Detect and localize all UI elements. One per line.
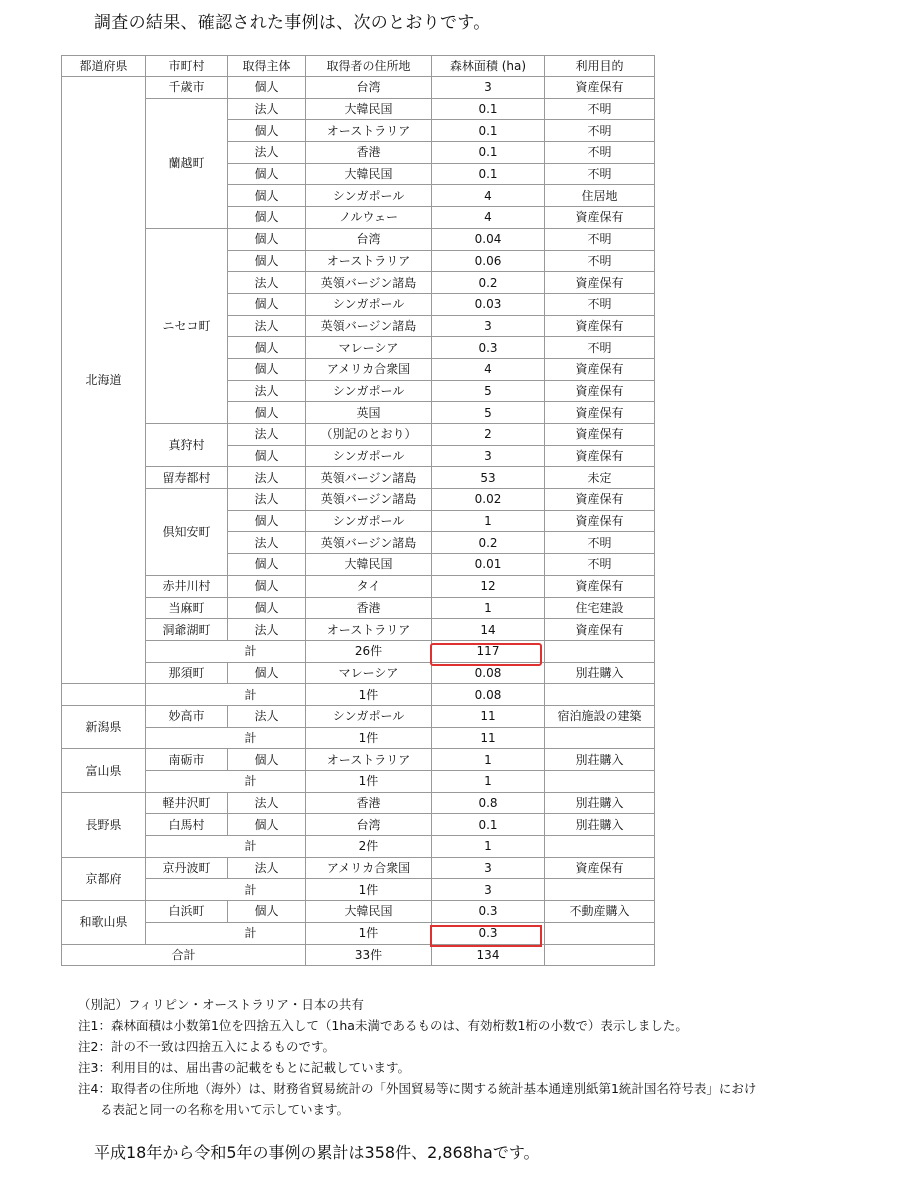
purpose-cell: 資産保有 — [545, 619, 655, 641]
acquirer-type-cell: 個人 — [228, 749, 306, 771]
acquirer-type-cell: 個人 — [228, 554, 306, 576]
area-cell: 14 — [432, 619, 545, 641]
purpose-cell: 住居地 — [545, 185, 655, 207]
address-cell: 大韓民国 — [306, 554, 432, 576]
table-row — [62, 424, 655, 446]
purpose-cell: 不明 — [545, 554, 655, 576]
acquirer-type-cell: 個人 — [228, 662, 306, 684]
municipality-cell: 千歳市 — [146, 77, 228, 99]
area-cell: 0.08 — [432, 684, 545, 706]
address-cell: ノルウェー — [306, 207, 432, 229]
address-cell: シンガポール — [306, 293, 432, 315]
acquirer-type-cell: 個人 — [228, 163, 306, 185]
acquirer-type-cell: 個人 — [228, 901, 306, 923]
area-cell: 0.03 — [432, 293, 545, 315]
purpose-cell — [545, 879, 655, 901]
purpose-cell: 不明 — [545, 142, 655, 164]
table-row — [62, 575, 655, 597]
address-cell: 英国 — [306, 402, 432, 424]
area-cell: 1 — [432, 597, 545, 619]
address-cell: 香港 — [306, 792, 432, 814]
address-cell: シンガポール — [306, 445, 432, 467]
address-cell: 大韓民国 — [306, 901, 432, 923]
subtotal-label: 計 — [146, 684, 306, 706]
header-purpose: 利用目的 — [545, 56, 655, 77]
prefecture-cell: 京都府 — [62, 857, 146, 900]
acquirer-type-cell: 法人 — [228, 619, 306, 641]
purpose-cell: 資産保有 — [545, 857, 655, 879]
address-cell: タイ — [306, 575, 432, 597]
purpose-cell: 不明 — [545, 337, 655, 359]
subtotal-row — [62, 771, 655, 793]
subtotal-label: 計 — [146, 727, 306, 749]
acquirer-type-cell: 個人 — [228, 293, 306, 315]
acquirer-type-cell: 法人 — [228, 272, 306, 294]
purpose-cell: 資産保有 — [545, 77, 655, 99]
acquirer-type-cell: 法人 — [228, 315, 306, 337]
area-cell: 4 — [432, 358, 545, 380]
area-cell: 0.02 — [432, 489, 545, 511]
table-row — [62, 489, 655, 511]
purpose-cell: 資産保有 — [545, 445, 655, 467]
area-cell: 0.3 — [432, 337, 545, 359]
purpose-cell: 資産保有 — [545, 402, 655, 424]
municipality-cell: 留寿都村 — [146, 467, 228, 489]
municipality-cell: 白浜町 — [146, 901, 228, 923]
table-row — [62, 467, 655, 489]
address-cell: 26件 — [306, 640, 432, 662]
purpose-cell — [545, 836, 655, 858]
subtotal-label: 計 — [146, 836, 306, 858]
area-cell: 3 — [432, 315, 545, 337]
area-cell: 0.08 — [432, 662, 545, 684]
area-cell: 3 — [432, 445, 545, 467]
address-cell: アメリカ合衆国 — [306, 358, 432, 380]
municipality-cell: 赤井川村 — [146, 575, 228, 597]
municipality-cell: ニセコ町 — [146, 228, 228, 423]
subtotal-row — [62, 922, 655, 944]
address-cell: オーストラリア — [306, 120, 432, 142]
header-prefecture: 都道府県 — [62, 56, 146, 77]
address-cell: 英領バージン諸島 — [306, 467, 432, 489]
area-cell: 11 — [432, 727, 545, 749]
area-cell: 12 — [432, 575, 545, 597]
acquirer-type-cell: 個人 — [228, 185, 306, 207]
acquirer-type-cell: 個人 — [228, 337, 306, 359]
address-cell: 1件 — [306, 879, 432, 901]
municipality-cell: 真狩村 — [146, 424, 228, 467]
header-forest-area: 森林面積 (ha) — [432, 56, 545, 77]
address-cell: マレーシア — [306, 337, 432, 359]
purpose-cell: 不明 — [545, 250, 655, 272]
acquirer-type-cell: 法人 — [228, 142, 306, 164]
acquirer-type-cell: 個人 — [228, 250, 306, 272]
address-cell: 英領バージン諸島 — [306, 315, 432, 337]
note-3: 注3：利用目的は、届出書の記載をもとに記載しています。 — [78, 1060, 410, 1075]
address-cell: 1件 — [306, 771, 432, 793]
acquirer-type-cell: 個人 — [228, 597, 306, 619]
table-row — [62, 814, 655, 836]
area-cell: 0.8 — [432, 792, 545, 814]
acquirer-type-cell: 法人 — [228, 705, 306, 727]
address-cell: シンガポール — [306, 185, 432, 207]
area-cell: 0.3 — [432, 922, 545, 944]
address-cell: オーストラリア — [306, 250, 432, 272]
subtotal-row — [62, 684, 655, 706]
table-row — [62, 705, 655, 727]
acquirer-type-cell: 個人 — [228, 228, 306, 250]
subtotal-highlight-box — [430, 643, 542, 666]
acquirer-type-cell: 法人 — [228, 532, 306, 554]
table-header-row — [62, 56, 655, 77]
area-cell: 1 — [432, 749, 545, 771]
address-cell: 1件 — [306, 684, 432, 706]
acquirer-type-cell: 個人 — [228, 77, 306, 99]
address-cell: 台湾 — [306, 814, 432, 836]
subtotal-row — [62, 879, 655, 901]
purpose-cell: 不明 — [545, 98, 655, 120]
area-cell: 134 — [432, 944, 545, 966]
municipality-cell: 洞爺湖町 — [146, 619, 228, 641]
purpose-cell — [545, 922, 655, 944]
municipality-cell: 南砺市 — [146, 749, 228, 771]
note-4-line-1: 注4：取得者の住所地（海外）は、財務省貿易統計の「外国貿易等に関する統計基本通達別紙第1統計国名符号表」におけ — [78, 1081, 757, 1096]
acquirer-type-cell: 個人 — [228, 207, 306, 229]
acquirer-type-cell: 個人 — [228, 575, 306, 597]
subtotal-label: 計 — [146, 771, 306, 793]
purpose-cell: 資産保有 — [545, 358, 655, 380]
header-acquirer-type: 取得主体 — [228, 56, 306, 77]
acquirer-type-cell: 法人 — [228, 98, 306, 120]
purpose-cell: 資産保有 — [545, 207, 655, 229]
acquirer-type-cell: 法人 — [228, 857, 306, 879]
address-cell: オーストラリア — [306, 619, 432, 641]
prefecture-cell: 新潟県 — [62, 705, 146, 748]
area-cell: 2 — [432, 424, 545, 446]
municipality-cell: 軽井沢町 — [146, 792, 228, 814]
address-cell: 33件 — [306, 944, 432, 966]
address-cell: 台湾 — [306, 77, 432, 99]
area-cell: 1 — [432, 510, 545, 532]
purpose-cell: 別荘購入 — [545, 814, 655, 836]
table-row — [62, 857, 655, 879]
cumulative-summary: 平成18年から令和5年の事例の累計は358件、2,868haです。 — [94, 1143, 540, 1162]
address-cell: 1件 — [306, 922, 432, 944]
area-cell: 0.2 — [432, 532, 545, 554]
area-cell: 0.04 — [432, 228, 545, 250]
purpose-cell — [545, 944, 655, 966]
address-cell: 大韓民国 — [306, 163, 432, 185]
purpose-cell: 資産保有 — [545, 380, 655, 402]
note-appendix: （別記）フィリピン・オーストラリア・日本の共有 — [78, 997, 364, 1012]
subtotal-row — [62, 727, 655, 749]
acquirer-type-cell: 個人 — [228, 120, 306, 142]
acquirer-type-cell: 個人 — [228, 814, 306, 836]
purpose-cell: 不明 — [545, 293, 655, 315]
address-cell: シンガポール — [306, 380, 432, 402]
area-cell: 117 — [432, 640, 545, 662]
table-row — [62, 901, 655, 923]
prefecture-cell: 和歌山県 — [62, 901, 146, 944]
municipality-cell: 妙高市 — [146, 705, 228, 727]
address-cell: マレーシア — [306, 662, 432, 684]
purpose-cell: 資産保有 — [545, 315, 655, 337]
area-cell: 1 — [432, 836, 545, 858]
address-cell: 大韓民国 — [306, 98, 432, 120]
address-cell: （別記のとおり） — [306, 424, 432, 446]
area-cell: 4 — [432, 207, 545, 229]
area-cell: 0.1 — [432, 98, 545, 120]
purpose-cell: 別荘購入 — [545, 749, 655, 771]
purpose-cell: 不明 — [545, 532, 655, 554]
acquirer-type-cell: 個人 — [228, 358, 306, 380]
table-row — [62, 749, 655, 771]
municipality-cell: 倶知安町 — [146, 489, 228, 576]
purpose-cell — [545, 684, 655, 706]
header-acquirer-address: 取得者の住所地 — [306, 56, 432, 77]
purpose-cell — [545, 640, 655, 662]
acquirer-type-cell: 法人 — [228, 380, 306, 402]
municipality-cell: 蘭越町 — [146, 98, 228, 228]
acquirer-type-cell: 個人 — [228, 445, 306, 467]
table-row — [62, 228, 655, 250]
acquirer-type-cell: 法人 — [228, 424, 306, 446]
area-cell: 0.3 — [432, 901, 545, 923]
area-cell: 0.1 — [432, 142, 545, 164]
purpose-cell: 資産保有 — [545, 510, 655, 532]
prefecture-cell: 長野県 — [62, 792, 146, 857]
address-cell: 1件 — [306, 727, 432, 749]
purpose-cell — [545, 771, 655, 793]
area-cell: 0.1 — [432, 163, 545, 185]
area-cell: 5 — [432, 380, 545, 402]
table-row — [62, 662, 655, 684]
purpose-cell: 別荘購入 — [545, 792, 655, 814]
prefecture-cell: 北海道 — [62, 77, 146, 684]
subtotal-row — [62, 836, 655, 858]
address-cell: 香港 — [306, 142, 432, 164]
area-cell: 3 — [432, 77, 545, 99]
note-2: 注2：計の不一致は四捨五入によるものです。 — [78, 1039, 335, 1054]
area-cell: 0.01 — [432, 554, 545, 576]
purpose-cell — [545, 727, 655, 749]
address-cell: 2件 — [306, 836, 432, 858]
purpose-cell: 不明 — [545, 163, 655, 185]
area-cell: 0.06 — [432, 250, 545, 272]
acquirer-type-cell: 法人 — [228, 467, 306, 489]
area-cell: 0.1 — [432, 814, 545, 836]
address-cell: 英領バージン諸島 — [306, 272, 432, 294]
purpose-cell: 別荘購入 — [545, 662, 655, 684]
purpose-cell: 宿泊施設の建築 — [545, 705, 655, 727]
table-row — [62, 98, 655, 120]
address-cell: 英領バージン諸島 — [306, 532, 432, 554]
subtotal-label: 計 — [146, 879, 306, 901]
notes-section — [78, 994, 878, 1120]
municipality-cell: 当麻町 — [146, 597, 228, 619]
purpose-cell: 資産保有 — [545, 575, 655, 597]
address-cell: 台湾 — [306, 228, 432, 250]
purpose-cell: 不明 — [545, 120, 655, 142]
acquirer-type-cell: 法人 — [228, 792, 306, 814]
address-cell: シンガポール — [306, 510, 432, 532]
municipality-cell: 京丹波町 — [146, 857, 228, 879]
subtotal-label: 計 — [146, 922, 306, 944]
note-1: 注1：森林面積は小数第1位を四捨五入して（1ha未満であるものは、有効桁数1桁の小数で）表示しました。 — [78, 1018, 688, 1033]
address-cell: 英領バージン諸島 — [306, 489, 432, 511]
address-cell: 香港 — [306, 597, 432, 619]
acquirer-type-cell: 個人 — [228, 510, 306, 532]
prefecture-cell — [62, 684, 146, 706]
subtotal-row — [62, 640, 655, 662]
table-row — [62, 597, 655, 619]
purpose-cell: 不動産購入 — [545, 901, 655, 923]
area-cell: 5 — [432, 402, 545, 424]
acquirer-type-cell: 法人 — [228, 489, 306, 511]
forest-acquisition-table — [61, 55, 655, 966]
area-cell: 53 — [432, 467, 545, 489]
note-4-line-2: る表記と同一の名称を用いて示しています。 — [100, 1102, 350, 1117]
table-row — [62, 792, 655, 814]
intro-sentence: 調査の結果、確認された事例は、次のとおりです。 — [94, 13, 491, 33]
purpose-cell: 資産保有 — [545, 272, 655, 294]
municipality-cell: 白馬村 — [146, 814, 228, 836]
acquirer-type-cell: 個人 — [228, 402, 306, 424]
area-cell: 4 — [432, 185, 545, 207]
header-municipality: 市町村 — [146, 56, 228, 77]
purpose-cell: 未定 — [545, 467, 655, 489]
address-cell: アメリカ合衆国 — [306, 857, 432, 879]
purpose-cell: 資産保有 — [545, 489, 655, 511]
purpose-cell: 住宅建設 — [545, 597, 655, 619]
purpose-cell: 不明 — [545, 228, 655, 250]
address-cell: オーストラリア — [306, 749, 432, 771]
address-cell: シンガポール — [306, 705, 432, 727]
grand-total-row — [62, 944, 655, 966]
prefecture-cell: 富山県 — [62, 749, 146, 792]
area-cell: 0.2 — [432, 272, 545, 294]
municipality-cell: 那須町 — [146, 662, 228, 684]
total-highlight-box — [430, 925, 542, 947]
area-cell: 0.1 — [432, 120, 545, 142]
area-cell: 1 — [432, 771, 545, 793]
subtotal-label: 計 — [146, 640, 306, 662]
area-cell: 3 — [432, 857, 545, 879]
grand-total-label: 合計 — [62, 944, 306, 966]
area-cell: 3 — [432, 879, 545, 901]
table-row — [62, 619, 655, 641]
table-row — [62, 77, 655, 99]
area-cell: 11 — [432, 705, 545, 727]
purpose-cell: 資産保有 — [545, 424, 655, 446]
